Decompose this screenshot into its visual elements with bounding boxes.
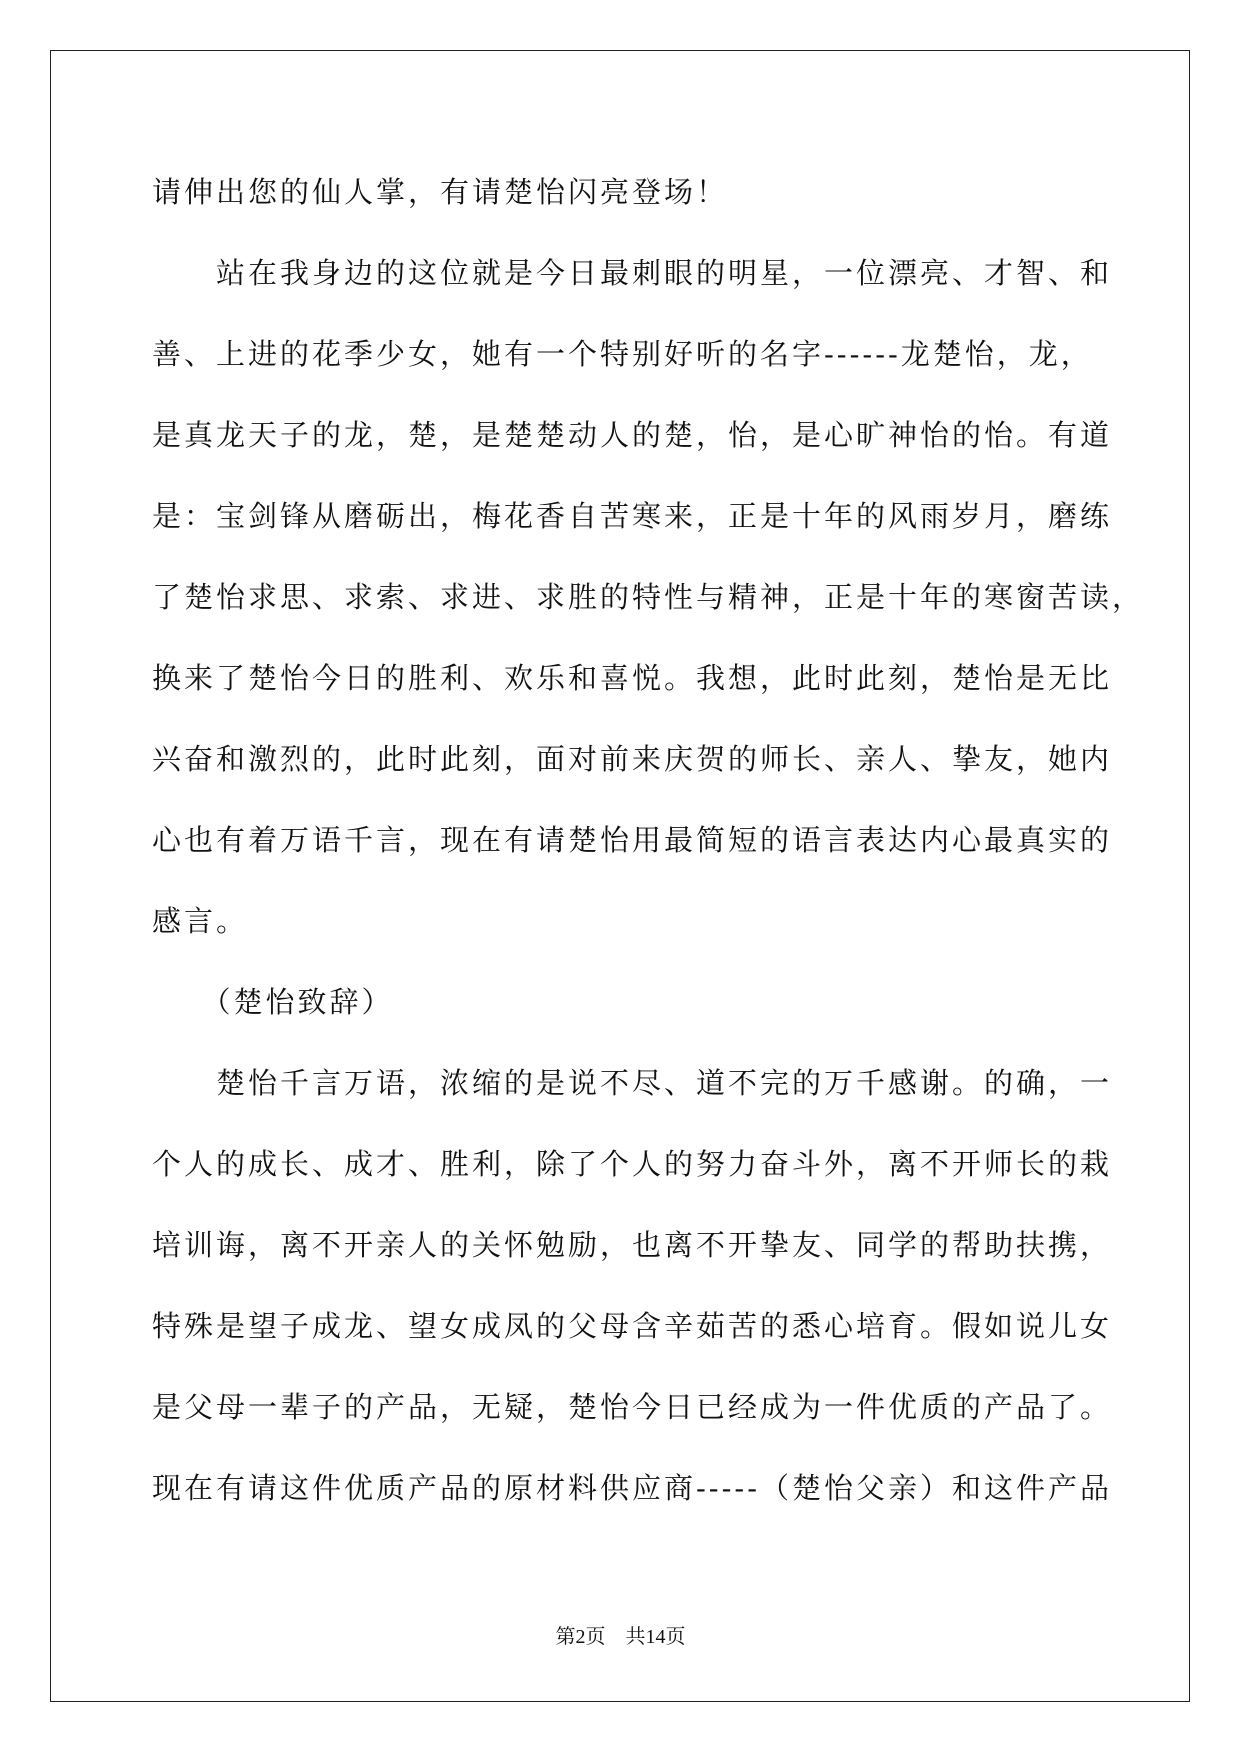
text-line: 现在有请这件优质产品的原材料供应商-----（楚怡父亲）和这件产品 xyxy=(152,1471,1112,1505)
text-line: 请伸出您的仙人掌，有请楚怡闪亮登场！ xyxy=(152,175,729,209)
text-line: 兴奋和激烈的，此时此刻，面对前来庆贺的师长、亲人、挚友，她内 xyxy=(152,742,1113,776)
text-line: 楚怡千言万语，浓缩的是说不尽、道不完的万千感谢。的确，一 xyxy=(152,1066,1113,1100)
page-border xyxy=(50,50,1190,1702)
text-line: 是父母一辈子的产品，无疑，楚怡今日已经成为一件优质的产品了。 xyxy=(152,1390,1113,1424)
text-line: 了楚怡求思、求索、求进、求胜的特性与精神，正是十年的寒窗苦读， xyxy=(152,580,1145,614)
text-line: （楚怡致辞） xyxy=(152,985,394,1019)
text-line: 心也有着万语千言，现在有请楚怡用最简短的语言表达内心最真实的 xyxy=(152,823,1113,857)
text-line: 是：宝剑锋从磨砺出，梅花香自苦寒来，正是十年的风雨岁月，磨练 xyxy=(152,499,1113,533)
text-line: 善、上进的花季少女，她有一个特别好听的名字------龙楚怡，龙， xyxy=(152,337,1093,371)
page-number-footer: 第2页 共14页 xyxy=(555,1626,686,1648)
text-line: 个人的成长、成才、胜利，除了个人的努力奋斗外，离不开师长的栽 xyxy=(152,1147,1113,1181)
text-line: 特殊是望子成龙、望女成凤的父母含辛茹苦的悉心培育。假如说儿女 xyxy=(152,1309,1113,1343)
text-line: 站在我身边的这位就是今日最刺眼的明星，一位漂亮、才智、和 xyxy=(152,256,1113,290)
text-line: 换来了楚怡今日的胜利、欢乐和喜悦。我想，此时此刻，楚怡是无比 xyxy=(152,661,1113,695)
text-line: 感言。 xyxy=(152,904,249,938)
text-line: 培训诲，离不开亲人的关怀勉励，也离不开挚友、同学的帮助扶携， xyxy=(152,1228,1113,1262)
text-line: 是真龙天子的龙，楚，是楚楚动人的楚，怡，是心旷神怡的怡。有道 xyxy=(152,418,1113,452)
